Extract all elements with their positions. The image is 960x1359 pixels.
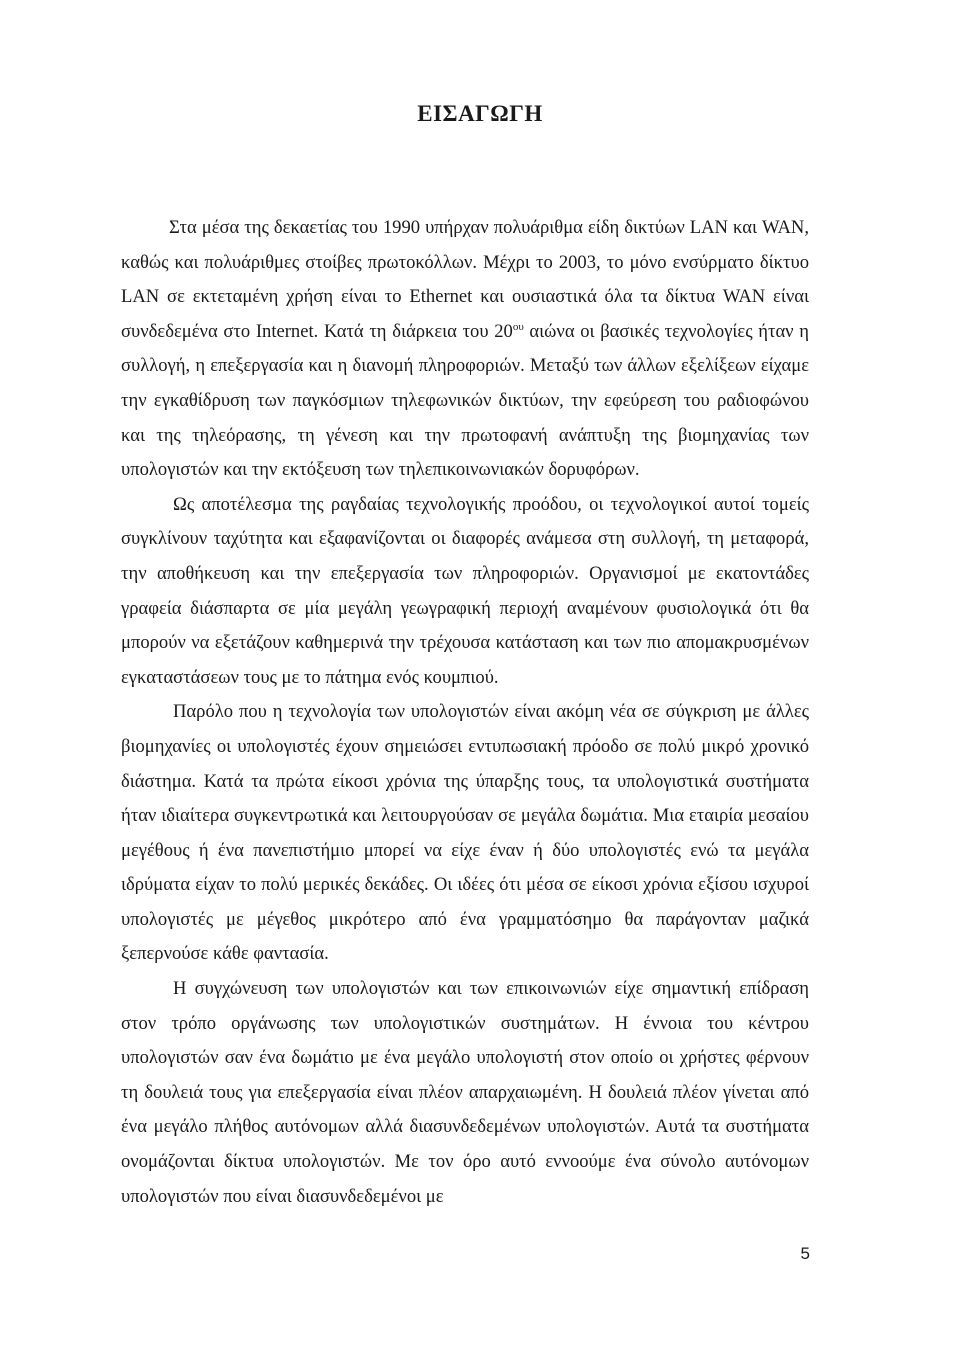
paragraph: Ως αποτέλεσμα της ραγδαίας τεχνολογικής προόδου, οι τεχνολογικοί αυτοί τομείς συγκλίνουν ταχύτητα και εξαφανίζονται οι διαφορές ανάμεσα στη συλλογή, τη μεταφορά, την αποθήκευση και την επεξεργασία των πληροφοριών. Οργανισμοί με εκατοντάδες γραφεία διάσπαρτα σε μία μεγάλη γεωγραφική περιοχή αναμένουν φυσιολογικά ότι θα μπορούν να εξετάζουν καθημερινά την τρέχουσα κατάσταση και των πιο απομακρυσμένων εγκαταστάσεων τους με το πάτημα ενός κουμπιού. xyxy=(121,493,809,688)
paragraph-text: αιώνα οι βασικές τεχνολογίες ήταν η συλλογή, η επεξεργασία και η διανομή πληροφοριών. Μεταξύ των άλλων εξελίξεων είχαμε την εγκαθίδρυση των παγκόσμιων τηλεφωνικών δικτύων, την εφεύρεση του ραδιοφώνου και της τηλεόρασης, τη γένεση και την πρωτοφανή ανάπτυξη της βιομηχανίας των υπολογιστών και την εκτόξευση των τηλεπικοινωνιακών δορυφόρων. xyxy=(121,320,809,481)
paragraph: Η συγχώνευση των υπολογιστών και των επικοινωνιών είχε σημαντική επίδραση στον τρόπο οργάνωσης των υπολογιστικών συστημάτων. Η έννοια του κέντρου υπολογιστών σαν ένα δωμάτιο με ένα μεγάλο υπολογιστή στον οποίο οι χρήστες φέρνουν τη δουλειά τους για επεξεργασία είναι πλέον απαρχαιωμένη. Η δουλειά πλέον γίνεται από ένα μεγάλο πλήθος αυτόνομων αλλά διασυνδεδεμένων υπολογιστών. Αυτά τα συστήματα ονομάζονται δίκτυα υπολογιστών. Με τον όρο αυτό εννοούμε ένα σύνολο αυτόνομων υπολογιστών που είναι διασυνδεδεμένοι με xyxy=(121,978,809,1207)
body-text xyxy=(121,211,809,1214)
page-number: 5 xyxy=(800,1244,810,1263)
paragraph-text: Στα μέσα της δεκαετίας του 1990 υπήρχαν πολυάριθμα είδη δικτύων LAN και WAN, καθώς και πολυάριθμες στοίβες πρωτοκόλλων. Μέχρι το 2003, το μόνο ενσύρματο δίκτυο LAN σε εκτεταμένη χρήση είναι το Ethernet και ουσιαστικά όλα τα δίκτυα WAN είναι συνδεδεμένα στο Internet. Κατά τη διάρκεια του 20 xyxy=(121,217,809,342)
page-title: ΕΙΣΑΓΩΓΗ xyxy=(417,101,543,126)
paragraph xyxy=(121,211,809,488)
paragraph: Παρόλο που η τεχνολογία των υπολογιστών είναι ακόμη νέα σε σύγκριση με άλλες βιομηχανίες οι υπολογιστές έχουν σημειώσει εντυπωσιακή πρόοδο σε πολύ μικρό χρονικό διάστημα. Κατά τα πρώτα είκοσι χρόνια της ύπαρξης τους, τα υπολογιστικά συστήματα ήταν ιδιαίτερα συγκεντρωτικά και λειτουργούσαν σε μεγάλα δωμάτια. Μια εταιρία μεσαίου μεγέθους ή ένα πανεπιστήμιο μπορεί να είχε έναν ή δύο υπολογιστές ενώ τα μεγάλα ιδρύματα είχαν το πολύ μερικές δεκάδες. Οι ιδέες ότι μέσα σε είκοσι χρόνια εξίσου ισχυροί υπολογιστές με μέγεθος μικρότερο από ένα γραμματόσημο θα παράγονταν μαζικά ξεπερνούσε κάθε φαντασία. xyxy=(121,701,809,965)
superscript-ordinal: ου xyxy=(512,320,524,333)
